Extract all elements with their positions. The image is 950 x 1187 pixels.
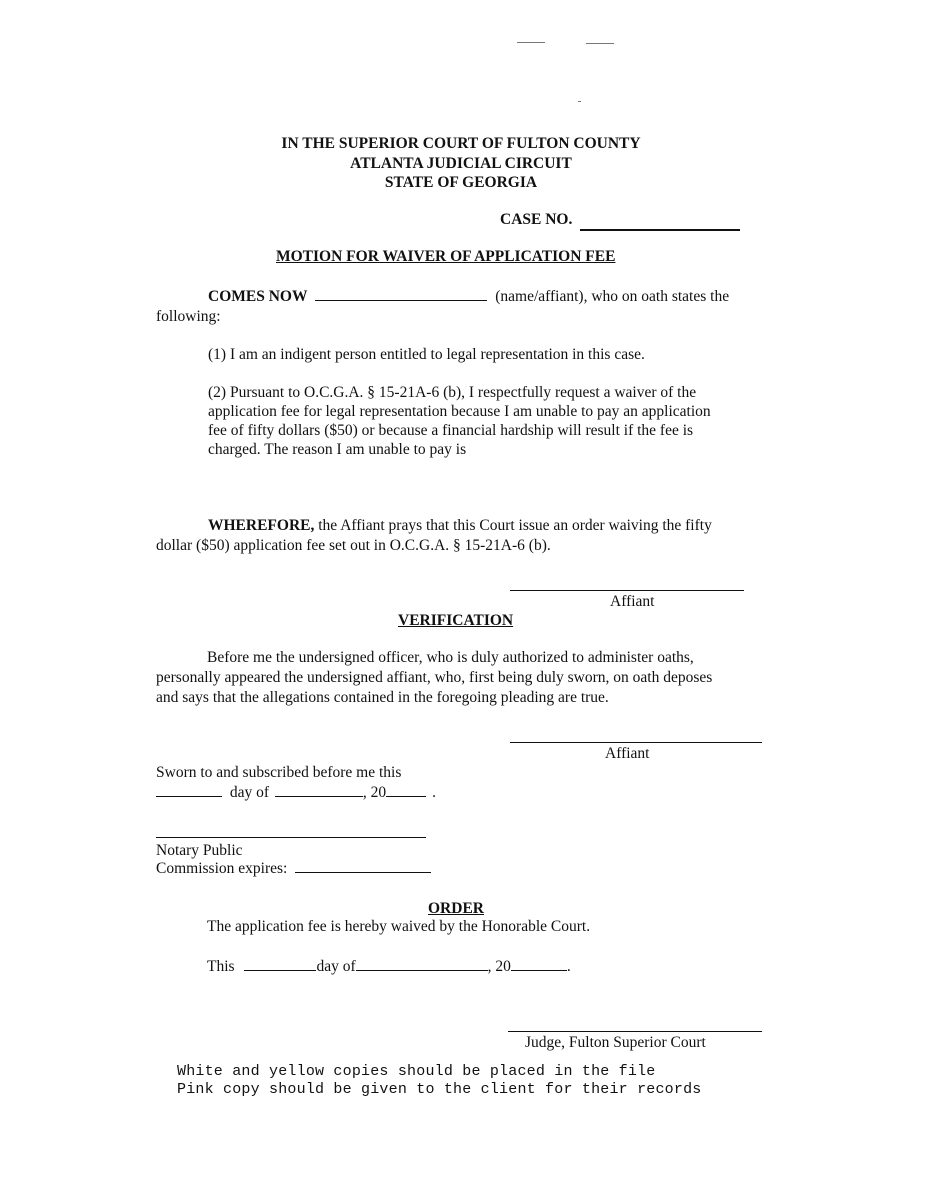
motion-title: MOTION FOR WAIVER OF APPLICATION FEE — [276, 248, 616, 265]
verification-line-1: Before me the undersigned officer, who is duly authorized to administer oaths, — [207, 649, 694, 666]
sworn-day-of-label: day of — [229, 784, 270, 801]
item-2-line-2: application fee for legal representation because I am unable to pay an application — [208, 403, 711, 420]
order-day-of-label: day of — [316, 958, 356, 975]
verification-signature-line[interactable] — [510, 742, 762, 743]
verification-title: VERIFICATION — [398, 612, 514, 629]
sworn-date-line — [156, 784, 436, 802]
wherefore-line — [208, 517, 712, 535]
order-day-field[interactable] — [244, 958, 316, 971]
notary-signature-line[interactable] — [156, 837, 426, 838]
item-1: (1) I am an indigent person entitled to legal representation in this case. — [208, 346, 645, 363]
sworn-year-label: , 20 — [362, 784, 387, 801]
scan-speck — [578, 101, 581, 102]
notary-label: Notary Public — [156, 842, 243, 859]
affiant-label: Affiant — [610, 593, 655, 610]
order-month-field[interactable] — [356, 958, 488, 971]
order-year-label: , 20 — [487, 958, 511, 975]
footer-copies-line-2: Pink copy should be given to the client for their records — [177, 1081, 702, 1098]
affiant-signature-line[interactable] — [510, 590, 744, 591]
case-number-label: CASE NO. — [500, 211, 573, 228]
order-this-label: This — [207, 958, 235, 975]
order-text: The application fee is hereby waived by the Honorable Court. — [207, 918, 591, 935]
wherefore-label: WHEREFORE, — [208, 517, 315, 534]
affiant-name-field[interactable] — [315, 288, 487, 301]
state-name-line: STATE OF GEORGIA — [384, 174, 538, 191]
item-2-line-3: fee of fifty dollars ($50) or because a financial hardship will result if the fee is — [208, 422, 694, 439]
comes-now-text: (name/affiant), who on oath states the — [495, 288, 730, 305]
item-2-line-1: (2) Pursuant to O.C.G.A. § 15-21A-6 (b), I respectfully request a waiver of the — [208, 384, 697, 401]
case-number-field[interactable] — [580, 229, 740, 231]
scan-speck — [586, 43, 614, 44]
commission-label: Commission expires: — [156, 860, 288, 877]
sworn-month-field[interactable] — [275, 784, 363, 797]
commission-expiry-field[interactable] — [295, 860, 431, 873]
verification-line-2: personally appeared the undersigned affiant, who, first being duly sworn, on oath deposes — [156, 669, 713, 686]
footer-copies-line-1: White and yellow copies should be placed in the file — [177, 1063, 656, 1080]
circuit-name-line: ATLANTA JUDICIAL CIRCUIT — [350, 155, 572, 172]
comes-now-continued: following: — [156, 308, 221, 325]
judge-label: Judge, Fulton Superior Court — [525, 1034, 706, 1051]
scan-speck — [517, 42, 545, 43]
order-date-period: . — [566, 958, 571, 975]
verification-line-3: and says that the allegations contained in the foregoing pleading are true. — [156, 689, 609, 706]
verification-affiant-label: Affiant — [605, 745, 650, 762]
judge-signature-line[interactable] — [508, 1031, 762, 1032]
wherefore-text: the Affiant prays that this Court issue an order waiving the fifty — [318, 517, 712, 534]
comes-now-line — [208, 288, 729, 306]
order-date-line — [207, 958, 571, 976]
order-title: ORDER — [428, 900, 484, 917]
item-2-line-4: charged. The reason I am unable to pay is — [208, 441, 467, 458]
sworn-date-period: . — [432, 784, 437, 801]
sworn-day-field[interactable] — [156, 784, 222, 797]
commission-line — [156, 860, 431, 878]
sworn-statement: Sworn to and subscribed before me this — [156, 764, 402, 781]
comes-now-label: COMES NOW — [208, 288, 308, 305]
wherefore-continued: dollar ($50) application fee set out in O.C.G.A. § 15-21A-6 (b). — [156, 537, 551, 554]
sworn-year-field[interactable] — [386, 784, 426, 797]
court-name-line: IN THE SUPERIOR COURT OF FULTON COUNTY — [281, 135, 641, 152]
order-year-field[interactable] — [511, 958, 567, 971]
